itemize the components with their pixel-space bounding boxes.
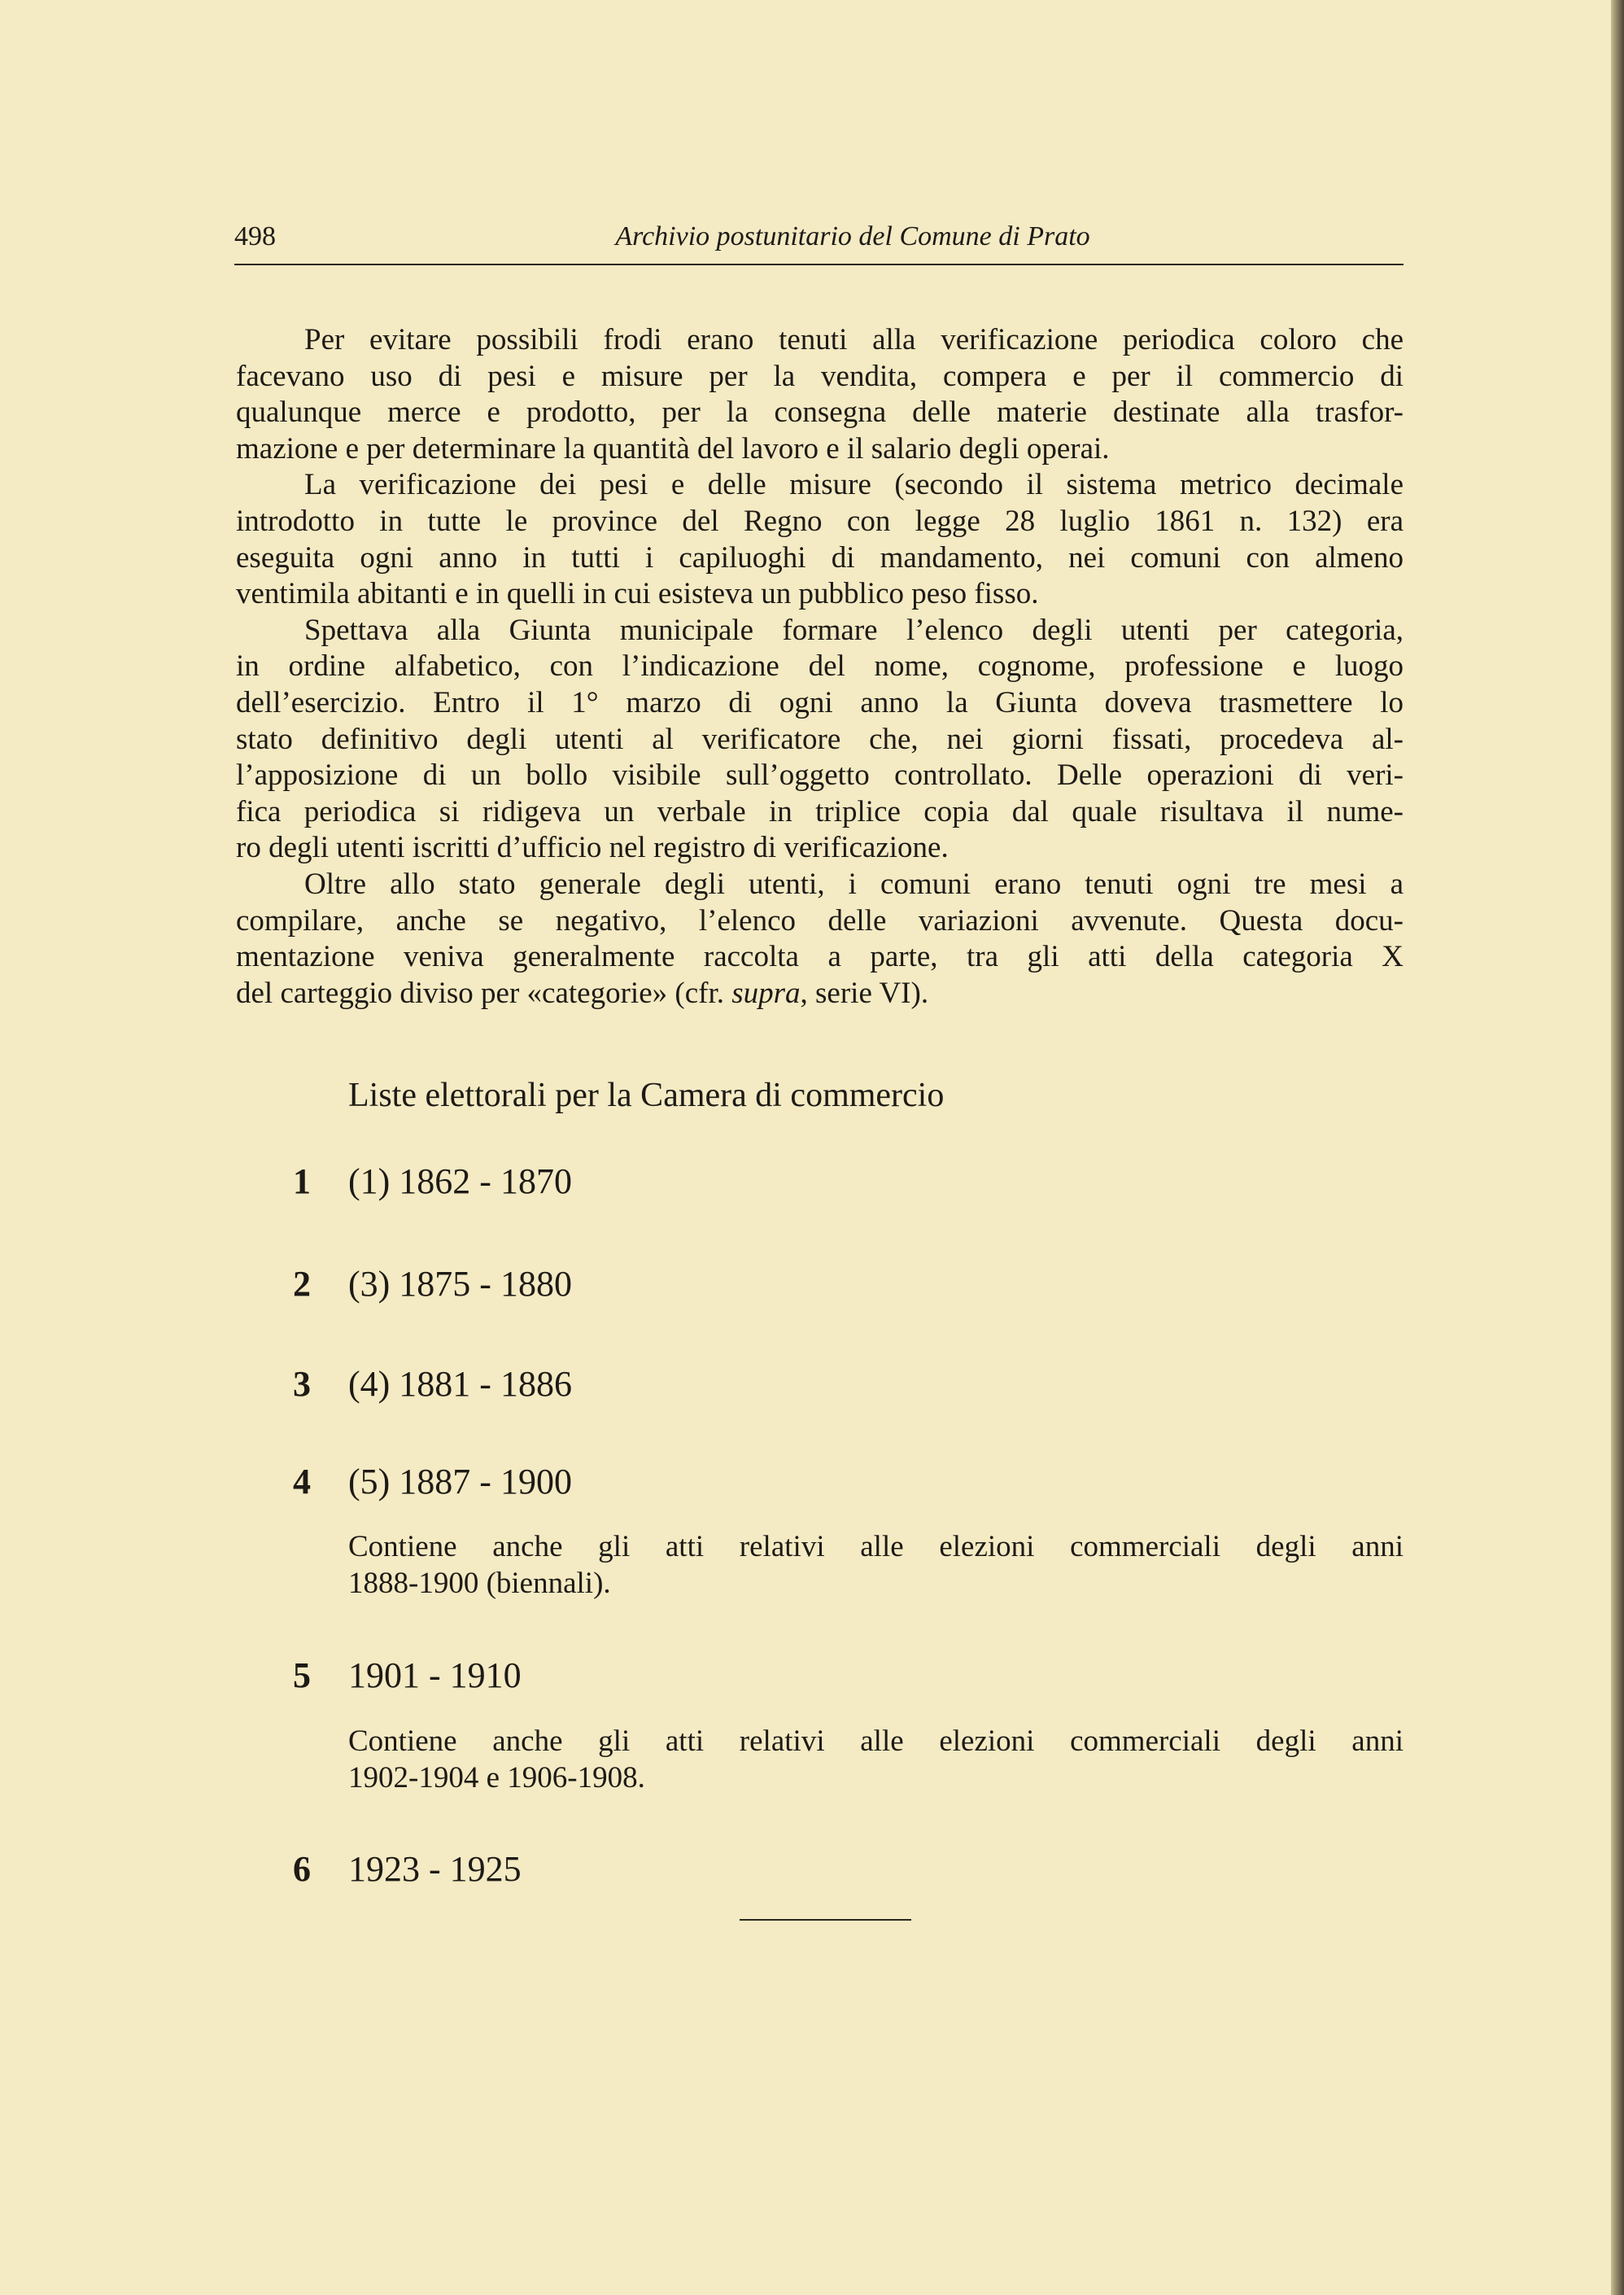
item-text: (1) 1862 - 1870 xyxy=(348,1161,572,1201)
item-note xyxy=(348,1528,1404,1602)
item-number: 1 xyxy=(293,1161,311,1201)
paragraph-line: Oltre allo stato generale degli utenti, i comuni erano tenuti ogni tre mesi a xyxy=(304,867,1404,901)
running-title: Archivio postunitario del Comune di Prato xyxy=(615,221,1090,251)
item-number: 4 xyxy=(293,1462,311,1502)
paragraph-line: ro degli utenti iscritti d’ufficio nel registro di verificazione. xyxy=(236,831,949,865)
item-number: 6 xyxy=(293,1849,311,1889)
list-item xyxy=(293,1363,572,1405)
paragraph-line: del carteggio diviso per «categorie» (cfr. supra, serie VI). xyxy=(236,976,929,1010)
paragraph-line: introdotto in tutte le province del Regno con legge 28 luglio 1861 n. 132) era xyxy=(236,504,1404,538)
page-edge xyxy=(1611,0,1624,2295)
paragraph-line: Per evitare possibili frodi erano tenuti alla verificazione periodica coloro che xyxy=(304,323,1404,356)
paragraph-line: mentazione veniva generalmente raccolta a parte, tra gli atti della categoria X xyxy=(236,940,1404,974)
body-text xyxy=(236,322,1404,1012)
note-line: Contiene anche gli atti relativi alle elezioni commerciali degli anni xyxy=(348,1530,1404,1563)
note-line: Contiene anche gli atti relativi alle elezioni commerciali degli anni xyxy=(348,1725,1404,1758)
paragraph-line: mazione e per determinare la quantità del lavoro e il salario degli operai. xyxy=(236,431,1110,466)
paragraph-line: fica periodica si ridigeva un verbale in triplice copia dal quale risultava il nume- xyxy=(236,794,1404,828)
item-text: 1923 - 1925 xyxy=(348,1849,522,1889)
series-title: Liste elettorali per la Camera di commercio xyxy=(348,1077,945,1114)
list-item xyxy=(293,1461,572,1502)
paragraph-line: facevano uso di pesi e misure per la vendita, compera e per il commercio di xyxy=(236,359,1404,393)
paragraph-line: compilare, anche se negativo, l’elenco delle variazioni avvenute. Questa docu- xyxy=(236,903,1404,938)
item-number: 3 xyxy=(293,1364,311,1404)
paragraph-line: ventimila abitanti e in quelli in cui esisteva un pubblico peso fisso. xyxy=(236,577,1039,611)
paragraph-line: stato definitivo degli utenti al verificatore che, nei giorni fissati, procedeva al- xyxy=(236,722,1404,756)
list-item xyxy=(293,1848,522,1890)
list-item xyxy=(293,1263,572,1305)
paragraph-line: eseguita ogni anno in tutti i capiluoghi di mandamento, nei comuni con almeno xyxy=(236,540,1404,575)
closing-rule xyxy=(740,1919,911,1921)
item-text: (3) 1875 - 1880 xyxy=(348,1264,572,1304)
paragraph-line: l’apposizione di un bollo visibile sull’oggetto controllato. Delle operazioni di veri- xyxy=(236,758,1404,793)
paragraph-line: La verificazione dei pesi e delle misure (secondo il sistema metrico decimale xyxy=(304,468,1404,502)
paragraph-line: in ordine alfabetico, con l’indicazione del nome, cognome, professione e luogo xyxy=(236,649,1404,684)
page-number: 498 xyxy=(234,221,276,251)
item-text: 1901 - 1910 xyxy=(348,1655,522,1695)
item-number: 2 xyxy=(293,1264,311,1304)
note-line: 1902-1904 e 1906-1908. xyxy=(348,1761,645,1794)
paragraph-line: Spettava alla Giunta municipale formare l’elenco degli utenti per categoria, xyxy=(304,613,1404,647)
list-item xyxy=(293,1161,572,1202)
item-text: (4) 1881 - 1886 xyxy=(348,1364,572,1404)
item-note xyxy=(348,1723,1404,1796)
list-item xyxy=(293,1655,522,1696)
note-line: 1888-1900 (biennali). xyxy=(348,1567,611,1600)
item-text: (5) 1887 - 1900 xyxy=(348,1462,572,1502)
header-rule xyxy=(234,264,1404,265)
item-number: 5 xyxy=(293,1655,311,1695)
paragraph-line: qualunque merce e prodotto, per la consegna delle materie destinate alla trasfor- xyxy=(236,396,1404,430)
paragraph-line: dell’esercizio. Entro il 1° marzo di ogni anno la Giunta doveva trasmettere lo xyxy=(236,685,1404,719)
